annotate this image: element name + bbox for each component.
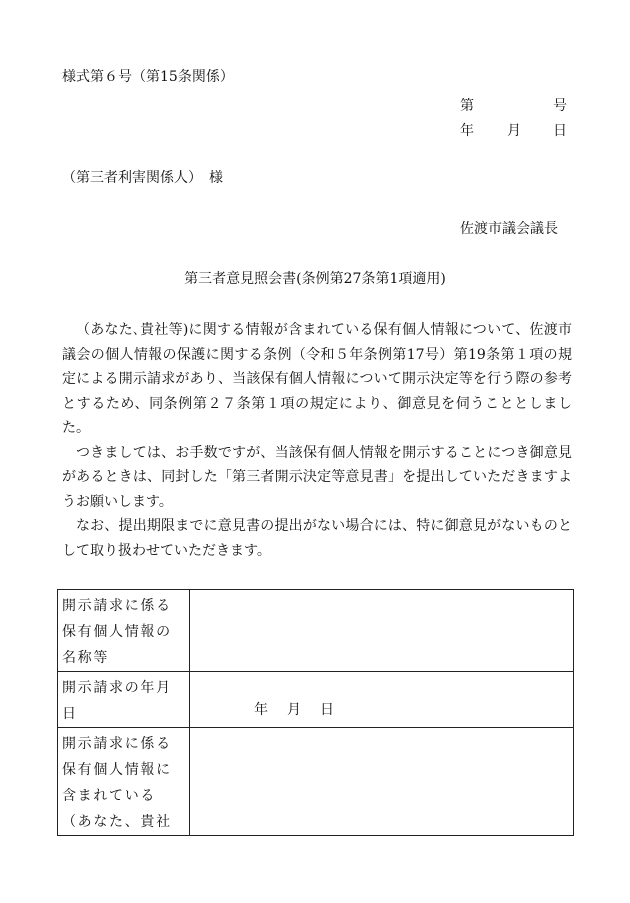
label-line: 開示請求の年月 <box>62 680 172 696</box>
table-row-info-name <box>58 590 574 672</box>
issue-date-day: 日 <box>553 123 567 139</box>
body-paragraph-1: （あなた､貴社等)に関する情報が含まれている保有個人情報について、佐渡市議会の個人情報の保護に関する条例（令和５年条例第17号）第19条第１項の規定による開示請求があり、当該保有個人情報について開示決定等を行う際の参考とするため、同条例第２７条第１項の規定により、御意見を伺うこととしました。 <box>62 322 572 436</box>
document-number-suffix: 号 <box>553 98 567 114</box>
label-line: 日 <box>62 706 78 722</box>
value-info-name <box>190 590 574 672</box>
body-paragraph-2: つきましては、お手数ですが、当該保有個人情報を開示することにつき御意見があるときは、同封した「第三者開示決定等意見書」を提出していただきますようお願いします。 <box>62 444 572 510</box>
request-date-day: 日 <box>320 702 334 718</box>
document-title: 第三者意見照会書(条例第27条第1項適用) <box>184 271 446 287</box>
form-number: 様式第６号（第15条関係） <box>62 69 234 85</box>
table-row-third-party-info <box>58 728 574 836</box>
label-line: 開示請求に係る <box>62 736 172 752</box>
document-number-prefix: 第 <box>460 98 474 114</box>
value-request-date <box>190 672 574 728</box>
label-line: 保有個人情報に <box>62 762 172 778</box>
document-number-line <box>0 95 630 115</box>
issue-date-line <box>0 120 630 140</box>
label-line: 保有個人情報の <box>62 624 172 640</box>
issue-date-year: 年 <box>460 123 474 139</box>
label-line: 開示請求に係る <box>62 598 172 614</box>
request-info-table <box>57 589 574 836</box>
value-third-party-info <box>190 728 574 836</box>
label-request-date <box>58 672 190 728</box>
issue-date-month: 月 <box>507 123 521 139</box>
label-info-name <box>58 590 190 672</box>
request-date-month: 月 <box>287 702 301 718</box>
table-row-request-date <box>58 672 574 728</box>
label-line: 名称等 <box>62 650 110 666</box>
body-text <box>62 318 572 563</box>
label-line: 含まれている <box>62 788 157 804</box>
sender: 佐渡市議会議長 <box>460 221 558 237</box>
label-third-party-info <box>58 728 190 836</box>
label-line: （あなた、貴社 <box>62 814 172 830</box>
body-paragraph-3: なお、提出期限までに意見書の提出がない場合には、特に御意見がないものとして取り扱わせていただきます。 <box>62 518 572 559</box>
addressee: （第三者利害関係人） 様 <box>62 170 223 186</box>
request-date-year: 年 <box>254 702 268 718</box>
